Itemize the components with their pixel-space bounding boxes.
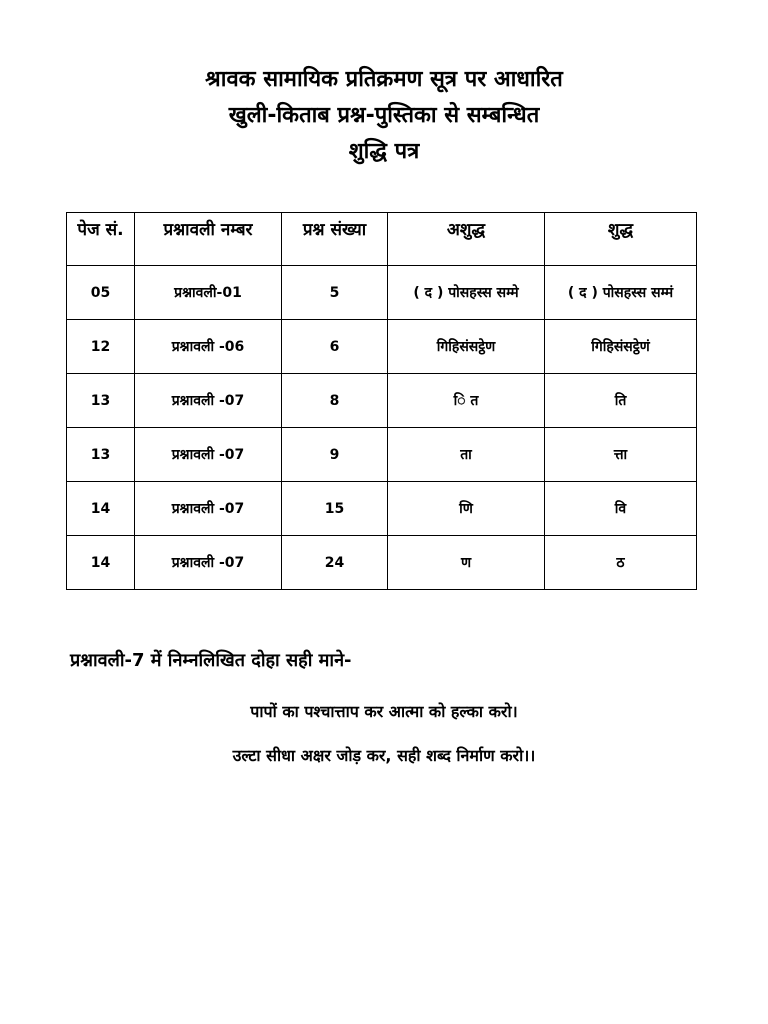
header-incorrect: अशुद्ध: [388, 213, 545, 266]
cell-question-set: प्रश्नावली -07: [135, 374, 282, 428]
header-correct: शुद्ध: [545, 213, 697, 266]
cell-question-no: 15: [282, 482, 388, 536]
cell-question-set: प्रश्नावली -07: [135, 428, 282, 482]
table-row: [67, 266, 697, 320]
table-row: [67, 536, 697, 590]
cell-page: 13: [67, 428, 135, 482]
title-line-3: शुद्धि पत्र: [348, 139, 420, 164]
cell-incorrect: ण: [388, 536, 545, 590]
cell-page: 13: [67, 374, 135, 428]
errata-table: [66, 212, 697, 590]
cell-question-no: 9: [282, 428, 388, 482]
table-row: [67, 428, 697, 482]
cell-question-set: प्रश्नावली -07: [135, 482, 282, 536]
cell-correct: ति: [545, 374, 697, 428]
table-row: [67, 374, 697, 428]
couplet-line-1: पापों का पश्चात्ताप कर आत्मा को हल्का करो।: [250, 702, 518, 721]
table-header-row: [67, 213, 697, 266]
cell-correct: ठ: [545, 536, 697, 590]
cell-question-set: प्रश्नावली -06: [135, 320, 282, 374]
cell-page: 14: [67, 536, 135, 590]
cell-incorrect: ि त: [388, 374, 545, 428]
cell-correct: त्ता: [545, 428, 697, 482]
cell-question-no: 24: [282, 536, 388, 590]
cell-incorrect: ( द ) पोसहस्स सम्मे: [388, 266, 545, 320]
cell-incorrect: णि: [388, 482, 545, 536]
cell-question-set: प्रश्नावली -07: [135, 536, 282, 590]
header-page-no: पेज सं.: [67, 213, 135, 266]
header-question-no: प्रश्न संख्या: [282, 213, 388, 266]
header-question-set: प्रश्नावली नम्बर: [135, 213, 282, 266]
cell-correct: वि: [545, 482, 697, 536]
cell-question-no: 8: [282, 374, 388, 428]
cell-correct: ( द ) पोसहस्स सम्मं: [545, 266, 697, 320]
cell-question-set: प्रश्नावली-01: [135, 266, 282, 320]
cell-page: 14: [67, 482, 135, 536]
table-row: [67, 482, 697, 536]
cell-correct: गिहिसंसट्ठेणं: [545, 320, 697, 374]
cell-page: 12: [67, 320, 135, 374]
table-row: [67, 320, 697, 374]
couplet-line-2: उल्टा सीधा अक्षर जोड़ कर, सही शब्द निर्माण करो।।: [232, 746, 536, 765]
note-heading: प्रश्नावली-7 में निम्नलिखित दोहा सही माने-: [70, 650, 352, 671]
cell-incorrect: गिहिसंसट्ठेण: [388, 320, 545, 374]
title-line-2: खुली-किताब प्रश्न-पुस्तिका से सम्बन्धित: [228, 103, 540, 128]
cell-page: 05: [67, 266, 135, 320]
title-line-1: श्रावक सामायिक प्रतिक्रमण सूत्र पर आधारित: [205, 67, 563, 92]
cell-question-no: 6: [282, 320, 388, 374]
cell-question-no: 5: [282, 266, 388, 320]
cell-incorrect: ता: [388, 428, 545, 482]
document-title: [0, 62, 768, 170]
